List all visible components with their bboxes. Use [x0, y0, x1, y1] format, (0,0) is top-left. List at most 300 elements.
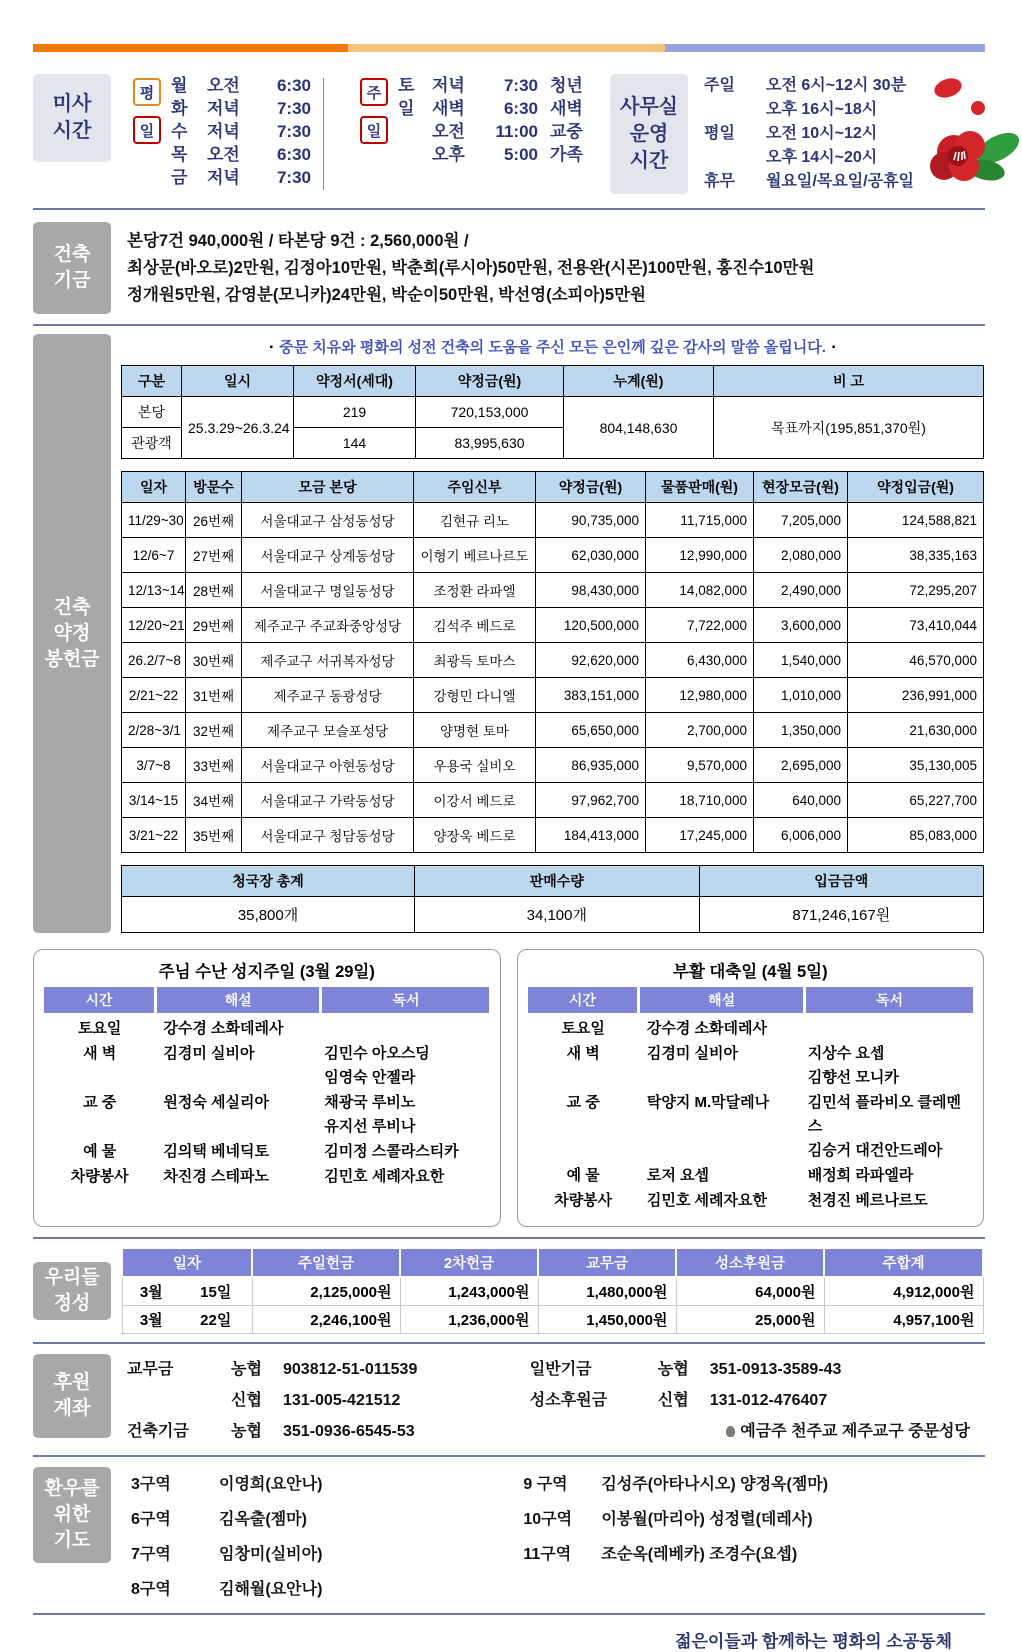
account-holder-row — [530, 1416, 984, 1447]
schedule-time: 교 중 — [83, 1094, 117, 1111]
visit-goods: 6,430,000 — [646, 643, 754, 678]
sunday-mass-list — [398, 74, 592, 166]
visit-ordinal: 30번째 — [186, 643, 242, 678]
mass-time: 6:30 — [276, 76, 311, 95]
offering-month: 3월 — [122, 1306, 180, 1334]
office-text: 오전 6시~12시 30분 — [766, 77, 907, 94]
visit-priest: 이강서 베드로 — [414, 783, 536, 818]
reader: 천경진 베르나르도 — [807, 1192, 928, 1209]
fund-line: 본당7건 940,000원 / 타본당 9건 : 2,560,000원 / — [127, 231, 469, 250]
mass-time: 11:00 — [495, 122, 538, 141]
schedule-time: 차량봉사 — [70, 1168, 129, 1185]
account-bank: 신협 — [657, 1392, 689, 1409]
visits-header-row — [122, 472, 984, 503]
schedule-readers — [320, 1017, 489, 1041]
schedule-readers — [320, 1091, 489, 1139]
reader: 김미정 스콜라스티카 — [324, 1143, 459, 1160]
visit-priest: 양명현 토마 — [414, 713, 536, 748]
offerings-label-line: 우리들 — [44, 1266, 100, 1288]
visits-row — [122, 713, 984, 748]
sick-names: 임창미(실비아) — [219, 1546, 323, 1563]
schedule-time: 새 벽 — [83, 1045, 117, 1062]
visit-parish: 제주교구 동광성당 — [242, 678, 414, 713]
mass-day: 수 — [171, 122, 188, 141]
sick-row — [131, 1572, 523, 1607]
mass-day: 목 — [171, 145, 188, 164]
sick-names: 김성주(아타나시오) 양정옥(젬마) — [601, 1476, 829, 1493]
col-header: 약정입금(원) — [848, 472, 984, 503]
sunday-mass-block — [360, 74, 592, 166]
schedule-readers — [320, 1165, 489, 1189]
second-offering: 1,243,000원 — [400, 1277, 538, 1306]
schedule-readers — [804, 1189, 973, 1213]
visits-row — [122, 643, 984, 678]
account-bank: 농협 — [231, 1361, 262, 1378]
schedule-time: 토요일 — [561, 1020, 605, 1037]
accent-bar-periwinkle — [665, 44, 985, 52]
pledge-label — [33, 334, 111, 933]
visit-deposit: 73,410,044 — [848, 608, 984, 643]
account-name: 교무금 — [127, 1361, 174, 1378]
reader: 배정희 라파엘라 — [807, 1167, 914, 1184]
office-hours-list — [704, 74, 914, 194]
mass-time: 7:30 — [276, 122, 311, 141]
schedule-commentary: 김민호 세례자요한 — [646, 1192, 767, 1209]
col-header: 물품판매(원) — [646, 472, 754, 503]
visit-pledged: 120,500,000 — [536, 608, 646, 643]
visit-goods: 14,082,000 — [646, 573, 754, 608]
col-header: 일자 — [122, 1248, 252, 1277]
sunday-tag-bottom: 일 — [360, 116, 388, 144]
pledge-content — [121, 334, 984, 933]
mass-ampm: 오전 — [207, 76, 240, 95]
schedule-row — [44, 1091, 490, 1139]
office-label-line: 사무실 — [620, 95, 678, 118]
schedule-row — [528, 1189, 974, 1213]
zone: 3구역 — [131, 1476, 171, 1493]
visit-deposit: 35,130,005 — [848, 748, 984, 783]
offerings-row — [122, 1306, 983, 1334]
account-bank: 농협 — [657, 1361, 689, 1378]
schedule-row — [528, 1091, 974, 1163]
zone: 9 구역 — [523, 1476, 568, 1493]
schedule-row — [44, 1140, 490, 1164]
visit-onsite: 640,000 — [754, 783, 848, 818]
building-fund-section — [0, 210, 992, 324]
notice-text: 중문 치유와 평화의 성전 건축의 도움을 주신 모든 은인께 깊은 감사의 말씀 올립니다. — [279, 339, 826, 356]
notice-bullet: ▪ — [269, 342, 274, 353]
visit-goods: 9,570,000 — [646, 748, 754, 783]
weekday-mass-list — [171, 74, 311, 189]
account-number: 131-012-476407 — [709, 1392, 828, 1409]
visit-deposit: 65,227,700 — [848, 783, 984, 818]
accounts-label-line: 후원 — [53, 1372, 91, 1393]
sales-summary-table — [121, 865, 984, 933]
visits-row — [122, 678, 984, 713]
office-key — [704, 98, 750, 122]
mass-day: 일 — [398, 99, 415, 118]
col-header: 입금금액 — [699, 866, 983, 897]
accounts-content — [127, 1354, 984, 1447]
col-header: 시간 — [44, 987, 154, 1013]
sick-left-column — [131, 1467, 523, 1607]
visit-date: 2/21~22 — [122, 678, 186, 713]
pledge-label-line: 봉헌금 — [44, 648, 100, 670]
visit-priest: 최광득 토마스 — [414, 643, 536, 678]
col-header: 해설 — [640, 987, 803, 1013]
visit-goods: 11,715,000 — [646, 503, 754, 538]
reader: 김민호 세례자요한 — [324, 1168, 445, 1185]
sick-names: 조순옥(레베카) 조경수(요셉) — [601, 1546, 798, 1563]
mass-ampm: 저녁 — [207, 99, 240, 118]
second-offering: 1,236,000원 — [400, 1306, 538, 1334]
account-name: 건축기금 — [127, 1423, 189, 1440]
reader: 채광국 루비노 — [324, 1094, 416, 1111]
account-holder-text: 예금주 천주교 제주교구 중문성당 — [740, 1423, 970, 1440]
palm-sunday-schedule — [33, 949, 501, 1227]
offerings-section — [0, 1239, 992, 1342]
visit-ordinal: 26번째 — [186, 503, 242, 538]
mass-name: 교중 — [550, 122, 583, 141]
schedule-row — [44, 1017, 490, 1041]
zone: 7구역 — [131, 1546, 171, 1563]
mass-name: 새벽 — [550, 99, 583, 118]
schedule-readers — [804, 1042, 973, 1090]
sick-names: 이영희(요안나) — [219, 1476, 323, 1493]
col-header: 2차헌금 — [400, 1248, 538, 1277]
visit-priest: 우용국 실비오 — [414, 748, 536, 783]
offerings-label-line: 정성 — [53, 1292, 91, 1314]
sales-header-row — [122, 866, 984, 897]
office-key: 주일 — [704, 77, 735, 94]
sunday-tag-top: 주 — [360, 78, 388, 106]
col-header: 약정금(원) — [416, 366, 564, 397]
account-row — [127, 1385, 530, 1416]
visit-date: 3/14~15 — [122, 783, 186, 818]
accounts-section — [0, 1344, 992, 1455]
schedule-time: 교 중 — [566, 1094, 600, 1111]
mass-ampm: 새벽 — [432, 99, 465, 118]
visit-ordinal: 33번째 — [186, 748, 242, 783]
sick-right-column — [523, 1467, 984, 1607]
zone: 8구역 — [131, 1581, 171, 1598]
schedule-row — [528, 1017, 974, 1041]
offering-day: 22일 — [180, 1306, 252, 1334]
sick-label-line: 환우를 — [44, 1478, 100, 1499]
visit-pledged: 65,650,000 — [536, 713, 646, 748]
sick-row — [523, 1537, 984, 1572]
schedule-body — [528, 1017, 974, 1213]
visit-parish: 서울대교구 명일동성당 — [242, 573, 414, 608]
visit-date: 12/6~7 — [122, 538, 186, 573]
visit-deposit: 46,570,000 — [848, 643, 984, 678]
visit-deposit: 85,083,000 — [848, 818, 984, 853]
mass-divider — [323, 78, 324, 190]
zone: 6구역 — [131, 1511, 171, 1528]
schedule-commentary: 강수경 소화데레사 — [163, 1020, 284, 1037]
visit-ordinal: 35번째 — [186, 818, 242, 853]
reader: 김승거 대건안드레아 — [807, 1142, 943, 1159]
summary-amount: 83,995,630 — [416, 428, 564, 459]
visit-onsite: 2,695,000 — [754, 748, 848, 783]
schedule-commentary: 차진경 스테파노 — [163, 1168, 269, 1185]
col-header: 교무금 — [538, 1248, 676, 1277]
summary-amount: 720,153,000 — [416, 397, 564, 428]
mass-ampm: 저녁 — [207, 168, 240, 187]
sick-row — [131, 1502, 523, 1537]
office-text: 월요일/목요일/공휴일 — [766, 173, 914, 190]
schedule-commentary: 김경미 실비아 — [163, 1045, 255, 1062]
fund-label-line: 건축 — [53, 244, 91, 265]
col-header: 비 고 — [714, 366, 984, 397]
summary-count: 219 — [294, 397, 416, 428]
office-key — [704, 146, 750, 170]
visit-onsite: 7,205,000 — [754, 503, 848, 538]
mass-name: 가족 — [550, 145, 583, 164]
pledge-section — [0, 326, 992, 937]
col-header: 방문수 — [186, 472, 242, 503]
visit-ordinal: 28번째 — [186, 573, 242, 608]
col-header: 주합계 — [824, 1248, 983, 1277]
account-name — [127, 1385, 231, 1416]
visit-deposit: 38,335,163 — [848, 538, 984, 573]
accounts-label — [33, 1354, 111, 1438]
col-header: 누계(원) — [564, 366, 714, 397]
visit-onsite: 1,540,000 — [754, 643, 848, 678]
summary-count: 144 — [294, 428, 416, 459]
visit-parish: 서울대교구 아현동성당 — [242, 748, 414, 783]
account-bank: 농협 — [231, 1423, 262, 1440]
schedule-time: 차량봉사 — [554, 1192, 613, 1209]
summary-date: 25.3.29~26.3.24 — [182, 397, 294, 459]
visit-parish: 서울대교구 삼성동성당 — [242, 503, 414, 538]
visit-parish: 제주교구 서귀복자성당 — [242, 643, 414, 678]
offering-month: 3월 — [122, 1277, 180, 1306]
office-key: 휴무 — [704, 173, 735, 190]
sick-prayers-content — [131, 1467, 984, 1607]
sick-names: 김옥출(젬마) — [219, 1511, 307, 1528]
reader: 김민석 플라비오 클레멘스 — [807, 1094, 961, 1135]
mass-times-label — [33, 74, 111, 162]
mass-day: 토 — [398, 76, 415, 95]
visit-priest: 김석주 베드로 — [414, 608, 536, 643]
account-number: 351-0913-3589-43 — [709, 1361, 842, 1378]
camellia-flower-illustration — [914, 74, 1022, 186]
visit-onsite: 2,490,000 — [754, 573, 848, 608]
reader: 유지선 루비나 — [324, 1118, 416, 1135]
offerings-header-row — [122, 1248, 983, 1277]
visit-date: 3/21~22 — [122, 818, 186, 853]
office-hours-block — [610, 74, 914, 194]
office-hours-label — [610, 74, 688, 194]
sales-total-count: 35,800개 — [122, 897, 415, 933]
office-text: 오전 10시~12시 — [766, 125, 878, 142]
visit-deposit: 72,295,207 — [848, 573, 984, 608]
visits-row — [122, 503, 984, 538]
schedule-commentary: 강수경 소화데레사 — [646, 1020, 767, 1037]
stipend: 1,480,000원 — [538, 1277, 676, 1306]
schedule-commentary: 탁양지 M.막달레나 — [646, 1094, 770, 1111]
visit-parish: 서울대교구 상계동성당 — [242, 538, 414, 573]
pledge-label-line: 건축 — [53, 596, 91, 618]
visit-parish: 서울대교구 가락동성당 — [242, 783, 414, 818]
visit-goods: 17,245,000 — [646, 818, 754, 853]
sick-row — [131, 1537, 523, 1572]
account-number: 351-0936-6545-53 — [283, 1423, 415, 1440]
weekday-mass-block — [133, 74, 311, 189]
weekday-tag — [133, 78, 161, 189]
visit-priest: 조정환 라파엘 — [414, 573, 536, 608]
sick-label-line: 기도 — [53, 1530, 91, 1551]
account-row — [127, 1416, 530, 1447]
sales-sold-count: 34,100개 — [415, 897, 699, 933]
account-number: 131-005-421512 — [283, 1392, 401, 1409]
accent-bar-light-orange — [348, 44, 665, 52]
visit-ordinal: 31번째 — [186, 678, 242, 713]
sales-value-row — [122, 897, 984, 933]
fund-label-line: 기금 — [53, 270, 91, 291]
col-header: 해설 — [157, 987, 320, 1013]
visit-onsite: 1,010,000 — [754, 678, 848, 713]
visit-ordinal: 34번째 — [186, 783, 242, 818]
liturgy-schedules — [33, 949, 984, 1227]
visit-onsite: 1,350,000 — [754, 713, 848, 748]
visit-priest: 양장욱 베드로 — [414, 818, 536, 853]
col-header: 일자 — [122, 472, 186, 503]
footer-motto: 젊은이들과 함께하는 평화의 소공동체 — [675, 1632, 952, 1651]
reader: 김민수 아오스딩 — [324, 1045, 430, 1062]
fund-line: 정개원5만원, 감영분(모니카)24만원, 박순이50만원, 박선영(소피아)5만원 — [127, 285, 646, 304]
visit-goods: 12,980,000 — [646, 678, 754, 713]
reader: 김향선 모니카 — [807, 1069, 899, 1086]
vocation-support: 25,000원 — [676, 1306, 824, 1334]
accounts-right-column — [530, 1354, 984, 1447]
visits-row — [122, 748, 984, 783]
summary-row — [122, 397, 984, 428]
visit-date: 12/13~14 — [122, 573, 186, 608]
offerings-table — [121, 1247, 984, 1334]
col-header: 독서 — [806, 987, 973, 1013]
visit-goods: 2,700,000 — [646, 713, 754, 748]
schedule-row — [528, 1042, 974, 1090]
visit-pledged: 92,620,000 — [536, 643, 646, 678]
schedule-commentary: 로저 요셉 — [646, 1167, 710, 1184]
visit-date: 2/28~3/1 — [122, 713, 186, 748]
sunday-offering: 2,246,100원 — [252, 1306, 400, 1334]
notice-bullet: ▪ — [831, 342, 836, 353]
schedule-row — [44, 1042, 490, 1090]
mass-day: 금 — [171, 168, 188, 187]
bulletin-page — [0, 44, 992, 1651]
sales-deposit-amount: 871,246,167원 — [699, 897, 983, 933]
pledge-label-line: 약정 — [53, 622, 91, 644]
zone: 10구역 — [523, 1511, 573, 1528]
office-key: 평일 — [704, 125, 735, 142]
col-header: 주일헌금 — [252, 1248, 400, 1277]
visit-priest: 김현규 리노 — [414, 503, 536, 538]
visit-priest: 이형기 베르나르도 — [414, 538, 536, 573]
gratitude-notice — [121, 336, 984, 357]
schedule-time: 예 물 — [83, 1143, 117, 1160]
mass-ampm: 저녁 — [207, 122, 240, 141]
sick-row — [523, 1502, 984, 1537]
visit-date: 12/20~21 — [122, 608, 186, 643]
schedule-time: 예 물 — [566, 1167, 600, 1184]
summary-name: 본당 — [122, 397, 182, 428]
mass-ampm: 저녁 — [432, 76, 465, 95]
accounts-label-line: 계좌 — [53, 1398, 91, 1419]
sick-prayers-section — [0, 1457, 992, 1613]
mass-ampm: 오후 — [432, 145, 465, 164]
mass-times-section — [0, 52, 992, 208]
visit-pledged: 184,413,000 — [536, 818, 646, 853]
building-fund-label — [33, 222, 111, 314]
sick-label-line: 위한 — [53, 1504, 91, 1525]
schedule-readers — [804, 1091, 973, 1163]
schedule-time: 토요일 — [77, 1020, 122, 1037]
offering-day: 15일 — [180, 1277, 252, 1306]
top-accent-bar — [33, 44, 985, 52]
visit-pledged: 97,962,700 — [536, 783, 646, 818]
mass-day: 화 — [171, 99, 188, 118]
schedule-header — [44, 987, 490, 1013]
accounts-left-column — [127, 1354, 530, 1447]
visit-pledged: 62,030,000 — [536, 538, 646, 573]
col-header: 약정금(원) — [536, 472, 646, 503]
visit-goods: 18,710,000 — [646, 783, 754, 818]
visit-date: 26.2/7~8 — [122, 643, 186, 678]
mass-time: 7:30 — [503, 76, 538, 95]
visit-pledged: 383,151,000 — [536, 678, 646, 713]
schedule-commentary: 김의택 베네딕토 — [163, 1143, 269, 1160]
visit-ordinal: 27번째 — [186, 538, 242, 573]
col-header: 청국장 총계 — [122, 866, 415, 897]
account-name: 성소후원금 — [529, 1392, 608, 1409]
weekly-total: 4,912,000원 — [824, 1277, 983, 1306]
visit-pledged: 90,735,000 — [536, 503, 646, 538]
sick-row — [523, 1467, 984, 1502]
account-name: 일반기금 — [529, 1361, 592, 1378]
visit-ordinal: 32번째 — [186, 713, 242, 748]
visit-parish: 제주교구 주교좌중앙성당 — [242, 608, 414, 643]
accent-bar-orange — [33, 44, 348, 52]
sick-names: 김해월(요안나) — [219, 1581, 323, 1598]
weekday-tag-bottom: 일 — [133, 116, 161, 144]
visits-row — [122, 573, 984, 608]
col-header: 일시 — [182, 366, 294, 397]
schedule-readers — [804, 1017, 973, 1041]
mass-times-label-line: 미사 — [52, 93, 92, 115]
visit-goods: 7,722,000 — [646, 608, 754, 643]
summary-header-row — [122, 366, 984, 397]
mass-time: 7:30 — [276, 99, 311, 118]
reader: 임영숙 안젤라 — [324, 1069, 416, 1086]
col-header: 현장모금(원) — [754, 472, 848, 503]
sunday-tag — [360, 78, 388, 166]
col-header: 구분 — [122, 366, 182, 397]
weekly-total: 4,957,100원 — [824, 1306, 983, 1334]
visits-row — [122, 783, 984, 818]
pledge-visits-table — [121, 471, 984, 853]
col-header: 성소후원금 — [676, 1248, 824, 1277]
account-row — [530, 1354, 984, 1385]
building-fund-content — [127, 228, 814, 309]
account-bank: 신협 — [231, 1392, 262, 1409]
offerings-label — [33, 1262, 111, 1320]
schedule-row — [528, 1164, 974, 1188]
visit-onsite: 2,080,000 — [754, 538, 848, 573]
schedule-commentary: 김경미 실비아 — [646, 1045, 738, 1062]
